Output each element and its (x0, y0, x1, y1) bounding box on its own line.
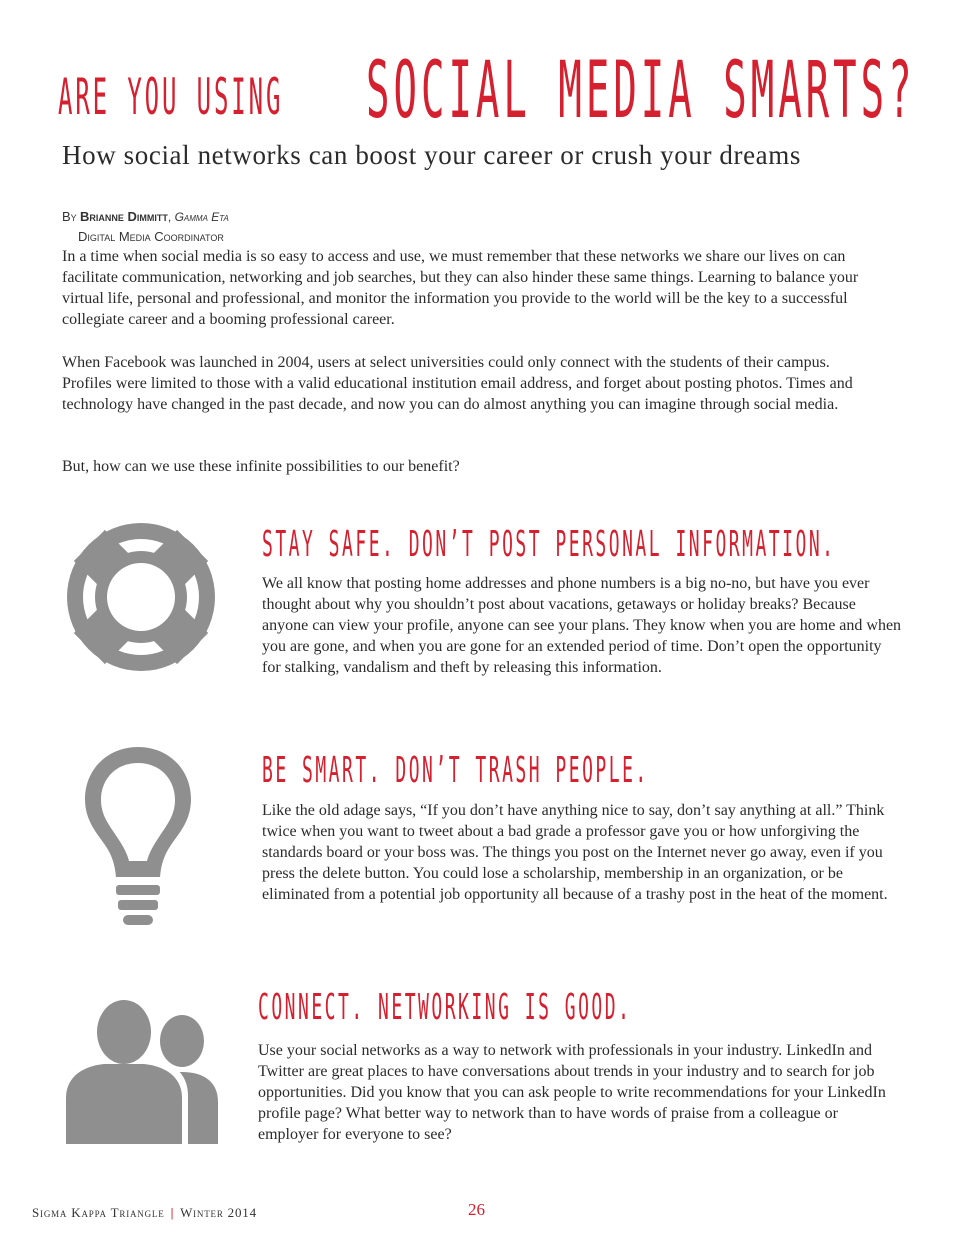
section-heading-connect: CONNECT. NETWORKING IS GOOD. (258, 987, 632, 1028)
byline-role: Digital Media Coordinator (78, 229, 224, 244)
footer-publication-name: Sigma Kappa Triangle (32, 1205, 165, 1220)
page-subtitle: How social networks can boost your career or crush your dreams (62, 140, 801, 170)
footer-publication (32, 1205, 257, 1221)
byline-chapter: Gamma Eta (174, 210, 229, 224)
page-title (58, 46, 918, 142)
title-part-1: ARE YOU USING (58, 68, 284, 126)
section-body-be-smart: Like the old adage says, “If you don’t have anything nice to say, don’t say anything at all.” Think twice when you want to tweet about a bad grade a professor gave you or how unforgiving the standards board or your boss was. The things you post on the Internet never go away, even if you press the delete button. You could lose a scholarship, membership in an organization, or be eliminated from a potential job opportunity all because of a trashy post in the heat of the moment. (262, 802, 888, 903)
byline-author: Brianne Dimmitt (80, 209, 168, 224)
footer-issue: Winter 2014 (180, 1205, 257, 1220)
byline-by: By (62, 209, 77, 224)
section-heading-be-smart: BE SMART. DON’T TRASH PEOPLE. (262, 750, 649, 791)
footer-separator: | (170, 1205, 175, 1220)
people-icon (60, 994, 230, 1144)
section-heading-stay-safe: STAY SAFE. DON’T POST PERSONAL INFORMATION. (262, 524, 836, 565)
page-number: 26 (468, 1200, 485, 1219)
intro-paragraph-2: When Facebook was launched in 2004, users at select universities could only connect with the students of their campus. Profiles were limited to those with a valid educational institution email address, and forget about posting photos. Times and technology have changed in the past decade, and now you can do almost anything you can imagine through social media. (62, 354, 853, 413)
byline: By Brianne Dimmitt, Gamma Eta Digital Media Coordinator (62, 207, 229, 247)
section-body-connect: Use your social networks as a way to network with professionals in your industry. LinkedIn and Twitter are great places to have conversations about trends in your industry and to search for job opportunities. Did you know that you can ask people to write recommendations for your LinkedIn profile page? What better way to network than to have words of praise from a colleague or employer for everyone to see? (258, 1042, 886, 1143)
title-part-2: SOCIAL MEDIA SMARTS? (366, 46, 916, 136)
section-body-stay-safe: We all know that posting home addresses and phone numbers is a big no-no, but have you ever thought about why you shouldn’t post about vacations, getaways or holiday breaks? Because anyone can view your profile, anyone can see your plans. They know when you are home and when you are gone, and when you are gone for an extended period of time. Don’t open the opportunity for stalking, vandalism and theft by releasing this information. (262, 575, 902, 676)
intro-paragraph-1: In a time when social media is so easy to access and use, we must remember that these networks we share our lives on can facilitate communication, networking and job searches, but they can also hinder these same things. Learning to balance your virtual life, personal and professional, and monitor the information you provide to the world will be the key to a successful collegiate career and a booming professional career. (62, 248, 859, 328)
lightbulb-icon (83, 745, 193, 930)
life-ring-icon (66, 522, 216, 672)
intro-paragraph-3: But, how can we use these infinite possibilities to our benefit? (62, 458, 460, 475)
